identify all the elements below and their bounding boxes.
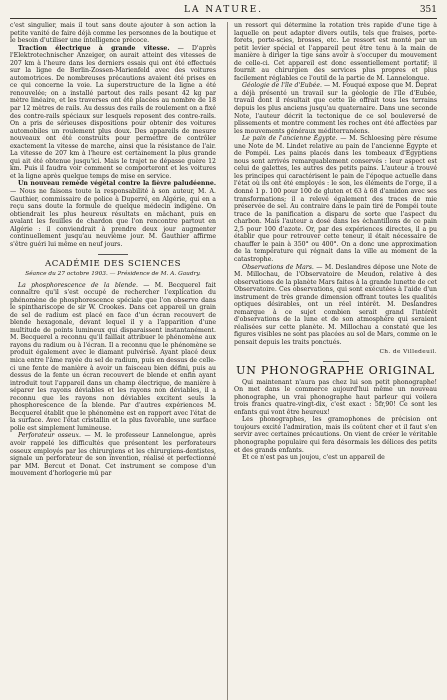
session-line: Séance du 27 octobre 1903. — Présidence de M. A. Gaudry.	[25, 270, 201, 277]
divider	[98, 254, 128, 255]
divider	[323, 361, 349, 362]
subheading: Géologie de l'île d'Eubée.	[242, 82, 322, 90]
paragraph-body: — M. Schloesing père résume une Note de M. Lindet relative au pain de l'ancienne Égypte et de Pompéi. Les pains placés dans les tombeaux d'Égyptiens nous sont arrivés remarquablement conservés : leur aspect est celui de galettes, les autres des petits pains. L'auteur a trouvé les principes qui caractérisent le pain de l'époque actuelle dans l'état où ils ont été employés : le son, les éléments de l'orge, il a donné 1 p. 100 pour 100 de gluten et 63 à 68 d'amidon avec ses transformations; il a relevé également des traces de mie préservée de sel. Au contraire dans le pain tiré de Pompéi toute trace de la panification a disparu de sorte que l'aspect du charbon. Mais l'auteur a dosé dans les échantillons de ce pain 2,5 pour 100 d'azote. Or, par des expériences directes, il a pu établir que pour retrouver cette teneur, il était nécessaire de chauffer le pain à 350° ou 400°. On a donc une approximation de la température qui régnait dans la ville au moment de la catastrophe.	[234, 135, 437, 263]
paragraph: Les phonographes, les gramophones de précision ont toujours excité l'admiration, mais ils coûtent cher et il faut s'en servir avec certaines précautions. On vient de créer le véritable phonographe populaire qui fera désormais les délices des petits et des grands enfants.	[234, 416, 437, 454]
paragraph	[10, 282, 216, 433]
subheading: Observations de Mars.	[242, 263, 314, 271]
subheading: La phosphorescence de la blende.	[18, 281, 138, 289]
subheading: Traction électrique à grande vitesse.	[18, 44, 170, 52]
paragraph-body: — M. Deslandres dépose une Note de M. Millochau, de l'Observatoire de Meudon, relative à des observations de la planète Mars faites à la grande lunette de cet Observatoire. Ces observations, qui sont exécutées à l'aide d'un instrument de très grande dimension offrant toutes les qualités optiques désirables, ont un réel intérêt. M. Deslandres remarque à ce sujet combien serait grand l'intérêt d'observations de la lune et de son atmosphère qui seraient réalisées sur cette planète. M. Millochau a constaté que les figures visibles ne sont pas placées au sol de Mars, comme on le pensait depuis les traits ponctués.	[234, 263, 437, 346]
subheading: Perforateur osseux.	[18, 432, 81, 440]
running-header	[10, 4, 437, 19]
paragraph: Qui maintenant n'aura pas chez lui son petit phonographe! On met dans le commerce aujourd'hui même un nouveau phonographe, un vrai phonographe haut parleur qui voilera trois francs quatre-vingt-dix, c'est exact : 5fr,90! Ce sont les enfants qui vont être heureux!	[234, 378, 437, 416]
subheading: Le pain de l'ancienne Égypte.	[242, 135, 338, 143]
paragraph: c'est singulier, mais il tout sans doute ajouter à son action la petite vanité de faire déjà comme les personnes de la boutique et le besoin d'utiliser une intelligence précoce.	[10, 22, 216, 45]
paragraph-body: — M. le professeur Lannelongue, après avoir rappelé les difficultés que présentent les perforateurs osseux employés par les chirurgiens et les chirurgiens-dentistes, signale un perforateur de son invention, réalisé et perfectionné par MM. Bercut et Donat. Cet instrument se compose d'un mouvement d'horlogerie mû par	[10, 432, 216, 478]
subheading: Un nouveau remède végétal contre la fièvre paludéenne.	[18, 180, 216, 188]
paragraph	[10, 45, 216, 181]
paragraph-body: — M. Becquerel fait connaître qu'il s'est occupé de rechercher l'explication du phénomène de phosphorescence spéciale que l'on observe dans le spinthariscope de sir W. Crookes. Dans cet appareil un grain de sel de radium est placé en face d'un écran recouvert de blende hexagonale, devant lequel il y a l'apparition d'une multitude de points lumineux qui disparaissent instantanément. M. Becquerel a reconnu qu'il faillait attribuer le phénomène aux rayons du radium ou à l'écran. Il a reconnu que le phénomène se produit également avec le diamant pulvérisé. Ayant placé deux mica entre l'âme rayée du sel de radium, puis en dessus de celle-ci une fente de manière à avoir un faisceau bien défini, puis au dessus de la fente un écran recouvert de blende et enfin ayant introduit tout l'appareil dans un champ électrique, de manière à séparer les rayons déviables et les rayons non déviables, il a reconnu que les rayons non déviables excitent seuls la phosphorescence de la blende. Par d'autres expériences M. Becquerel établit que le phénomène est en rapport avec l'état de la surface. Avec l'état cristallin et la plus favorable, une surface polie est simplement lumineuse.	[10, 281, 216, 432]
journal-title: LA NATURE.	[183, 5, 263, 15]
paragraph	[10, 180, 216, 248]
paragraph: un ressort qui détermine la rotation très rapide d'une tige à laquelle on peut adapter divers outils, tels que fraises, porte-forets, porte-scies, brosses, etc. Le ressort est monté par un petit levier spécial et l'appareil peut être tenu à la main de manière à diriger la tige sans avoir à s'occuper du mouvement de celle-ci. Cet appareil est donc essentiellement portatif; il fournit au chirurgien des services plus propres et plus facilement réglables ce l'outil de la partie de M. Lannelongue.	[234, 22, 437, 82]
paragraph-body: — D'après l'Elektrotechnischer Anzeiger, on aurait atteint des vitesses de 207 km à l'heure dans les derniers essais qui ont été effectués sur la ligne de Berlin-Zossen-Marienfeld avec des voitures automotrices. De nombreuses précautions avaient été prises en ce qui concerne la voie. La superstructure de la ligne a été renouvelée; on a installé partout des rails pesant 42 kg par mètre linéaire, et les traverses ont été placées au nombre de 18 par 12 mètres de rails. Au dessus des rails de roulement on a fixé des contre-rails spéciaux sur lesquels reposent des contre-rails. On a pris de sérieuses dispositions pour obtenir des voitures automobiles un roulement plus doux. Des appareils de mesure nouveaux ont été construits pour permettre de contrôler exactement la vitesse de marche, ainsi que la résistance de l'air. La vitesse de 207 km à l'heure est certainement la plus grande qui ait été obtenue jusqu'ici. Mais le trajet ne dépasse guère 12 km. Puis il faudra voir comment se comporteront et les voitures et la ligne après quelque temps de mise en service.	[10, 44, 216, 180]
right-column	[227, 22, 437, 700]
paragraph	[10, 432, 216, 477]
paragraph: Et ce n'est pas un joujou, c'est un appareil de	[242, 454, 385, 462]
article-title: UN PHONOGRAPHE ORIGINAL	[236, 364, 435, 378]
left-column	[10, 22, 216, 700]
columns	[10, 22, 437, 700]
paragraph	[234, 135, 437, 263]
section-title: ACADÉMIE DES SCIENCES	[44, 259, 182, 270]
paragraph	[234, 82, 437, 135]
page-number: 351	[419, 5, 437, 15]
paragraph-body: — Nous ne faisons toute la responsabilité à son auteur, M. A. Gauthier, commissaire de police à Duperré, en Algérie, qui en a reçu sans doute la formule de quelque médecin indigène. On obtiendrait les plus heureux résultats en mâchant, puis en avalant les feuilles de chardon que l'on rencontre partout en Algérie : il conviendrait à prendre deux jour augmenter continuellement jusqu'au neuvième jour. M. Gauthier affirme s'être guéri lui même en neuf jours.	[10, 188, 216, 248]
paragraph	[234, 264, 437, 347]
signature: Ch. de Villedeuil.	[379, 348, 437, 355]
paragraph-body: — M. Fouqué expose que M. Deprat a déjà présenté un travail sur la géologie de l'île d'Eubée, travail dont il résultait que cette île offrait tous les terrains depuis les plus anciens jusqu'au quaternaire. Dans une seconde Note, l'auteur décrit la tectonique de ce sol bouleversé de plissements et montre comment les roches ont été affectées par les mouvements généraux méditerranéens.	[234, 82, 437, 135]
